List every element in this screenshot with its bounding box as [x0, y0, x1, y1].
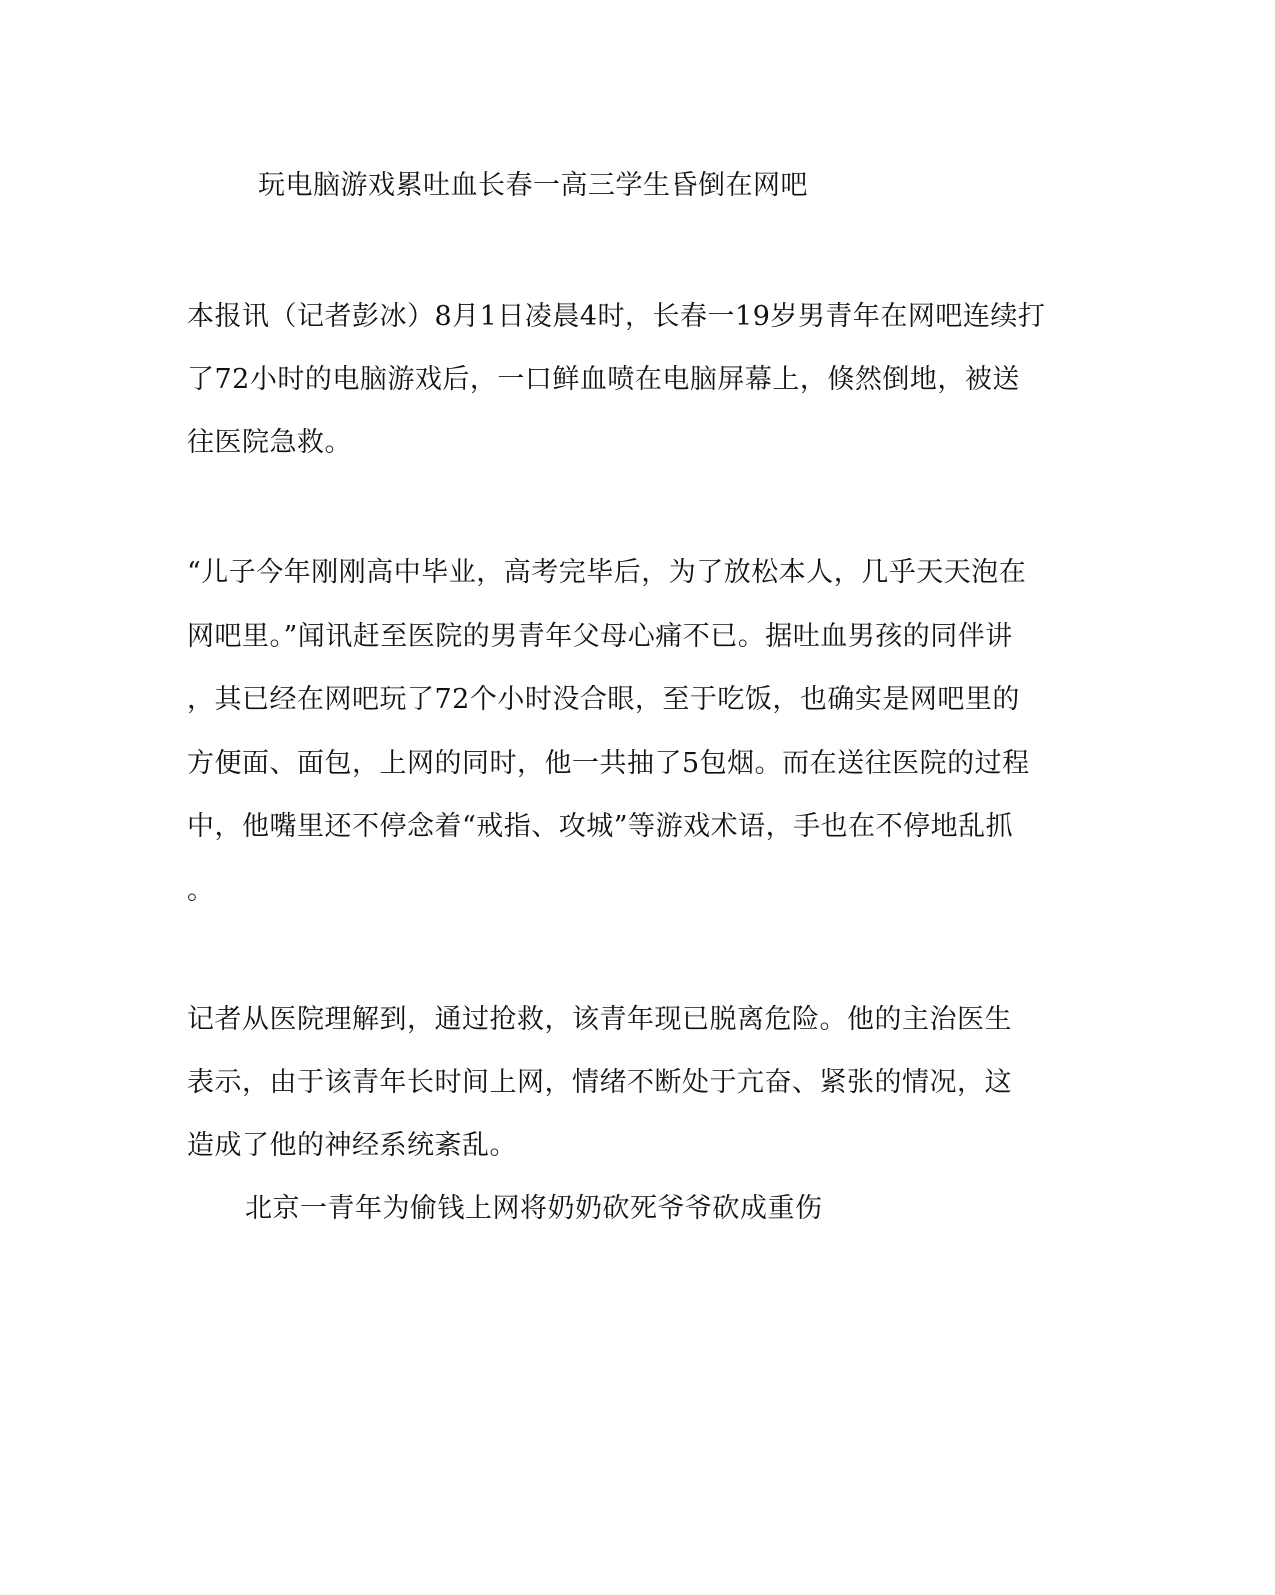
paragraph-line: 记者从医院理解到，通过抢救，该青年现已脱离危险。他的主治医生: [187, 1004, 1012, 1035]
paragraph-line: “儿子今年刚刚高中毕业，高考完毕后，为了放松本人，几乎天天泡在: [187, 557, 1027, 588]
paragraph-line: 本报讯（记者彭冰）8月1日凌晨4时，长春一19岁男青年在网吧连续打: [187, 301, 1046, 332]
paragraph-line: 造成了他的神经系统紊乱。: [187, 1130, 517, 1161]
paragraph-line: 了72小时的电脑游戏后，一口鲜血喷在电脑屏幕上，倏然倒地，被送: [187, 364, 1020, 395]
paragraph-line: ，其已经在网吧玩了72个小时没合眼，至于吃饭，也确实是网吧里的: [187, 684, 1020, 715]
paragraph-line: 。: [187, 875, 215, 906]
paragraph-line: 网吧里。”闻讯赶至医院的男青年父母心痛不已。据吐血男孩的同伴讲: [187, 621, 1013, 652]
paragraph-line: 往医院急救。: [187, 427, 352, 458]
section-heading: 北京一青年为偷钱上网将奶奶砍死爷爷砍成重伤: [245, 1193, 823, 1224]
paragraph-line: 方便面、面包，上网的同时，他一共抽了5包烟。而在送往医院的过程: [187, 748, 1030, 779]
paragraph-line: 中，他嘴里还不停念着“戒指、攻城”等游戏术语，手也在不停地乱抓: [187, 811, 1014, 842]
article-title: 玩电脑游戏累吐血长春一高三学生昏倒在网吧: [258, 170, 808, 201]
paragraph-line: 表示，由于该青年长时间上网，情绪不断处于亢奋、紧张的情况，这: [187, 1067, 1012, 1098]
